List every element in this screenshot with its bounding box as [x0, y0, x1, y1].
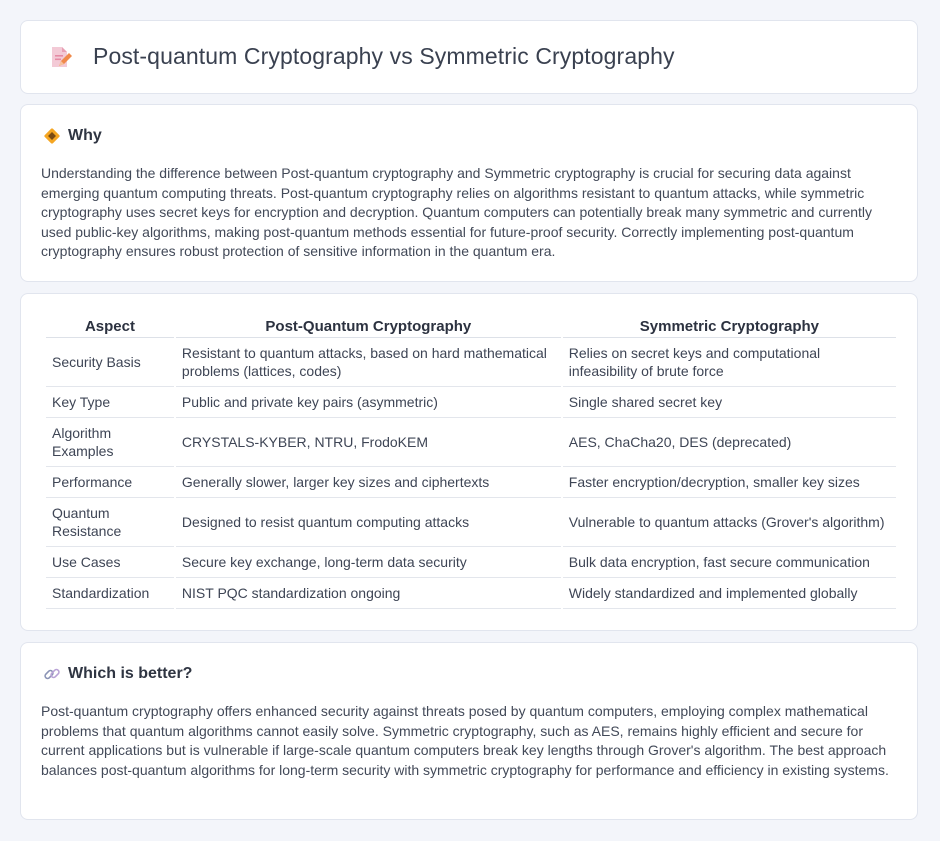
- symmetric-cell: Vulnerable to quantum attacks (Grover's algorithm): [563, 498, 896, 547]
- document-edit-icon: [47, 44, 73, 70]
- table-row: [46, 387, 896, 418]
- aspect-cell: Standardization: [46, 578, 174, 609]
- header-post-quantum: Post-Quantum Cryptography: [176, 316, 561, 338]
- post-quantum-cell: CRYSTALS-KYBER, NTRU, FrodoKEM: [176, 418, 561, 467]
- why-section: [20, 104, 918, 282]
- symmetric-cell: Relies on secret keys and computational infeasibility of brute force: [563, 338, 896, 387]
- symmetric-cell: Bulk data encryption, fast secure communication: [563, 547, 896, 578]
- post-quantum-cell: Secure key exchange, long-term data security: [176, 547, 561, 578]
- better-text: Post-quantum cryptography offers enhanced security against threats posed by quantum computers, employing complex mathematical problems that quantum algorithms cannot easily solve. Symmetric cryptography, such as AES, remains highly efficient and secure for current applications but is vulnerable if large-scale quantum computers break key lengths through Grover's algorithm. The best approach balances post-quantum algorithms for long-term security with symmetric cryptography for performance and efficiency in existing systems.: [41, 703, 889, 778]
- page-title: Post-quantum Cryptography vs Symmetric Cryptography: [93, 43, 675, 69]
- aspect-cell: Key Type: [46, 387, 174, 418]
- table-row: [46, 498, 896, 547]
- post-quantum-cell: NIST PQC standardization ongoing: [176, 578, 561, 609]
- table-row: [46, 418, 896, 467]
- link-icon: [43, 665, 61, 683]
- post-quantum-cell: Designed to resist quantum computing attacks: [176, 498, 561, 547]
- header-card: [20, 20, 918, 94]
- table-row: [46, 547, 896, 578]
- aspect-cell: Quantum Resistance: [46, 498, 174, 547]
- symmetric-cell: Widely standardized and implemented globally: [563, 578, 896, 609]
- aspect-cell: Algorithm Examples: [46, 418, 174, 467]
- post-quantum-cell: Public and private key pairs (asymmetric): [176, 387, 561, 418]
- why-title: Why: [68, 127, 102, 144]
- table-row: [46, 338, 896, 387]
- why-text: Understanding the difference between Post-quantum cryptography and Symmetric cryptography is crucial for securing data against emerging quantum computing threats. Post-quantum cryptography relies on algorithms resistant to quantum attacks, while symmetric cryptography uses secret keys for encryption and decryption. Quantum computers can potentially break many symmetric and currently used public-key algorithms, making post-quantum methods essential for future-proof security. Correctly implementing post-quantum cryptography ensures robust protection of sensitive information in the quantum era.: [41, 165, 873, 260]
- aspect-cell: Security Basis: [46, 338, 174, 387]
- better-heading: [43, 665, 192, 683]
- symmetric-cell: AES, ChaCha20, DES (deprecated): [563, 418, 896, 467]
- why-heading: [43, 127, 102, 145]
- which-better-section: [20, 642, 918, 820]
- better-title: Which is better?: [68, 665, 193, 682]
- table-row: [46, 467, 896, 498]
- header-aspect: Aspect: [46, 316, 174, 338]
- title-row: [47, 43, 675, 70]
- aspect-cell: Performance: [46, 467, 174, 498]
- table-header-row: [46, 316, 896, 338]
- comparison-section: [20, 293, 918, 631]
- post-quantum-cell: Resistant to quantum attacks, based on hard mathematical problems (lattices, codes): [176, 338, 561, 387]
- symmetric-cell: Single shared secret key: [563, 387, 896, 418]
- symmetric-cell: Faster encryption/decryption, smaller key sizes: [563, 467, 896, 498]
- post-quantum-cell: Generally slower, larger key sizes and ciphertexts: [176, 467, 561, 498]
- table-row: [46, 578, 896, 609]
- diamond-warning-icon: [43, 127, 61, 145]
- aspect-cell: Use Cases: [46, 547, 174, 578]
- comparison-table: [44, 316, 898, 609]
- header-symmetric: Symmetric Cryptography: [563, 316, 896, 338]
